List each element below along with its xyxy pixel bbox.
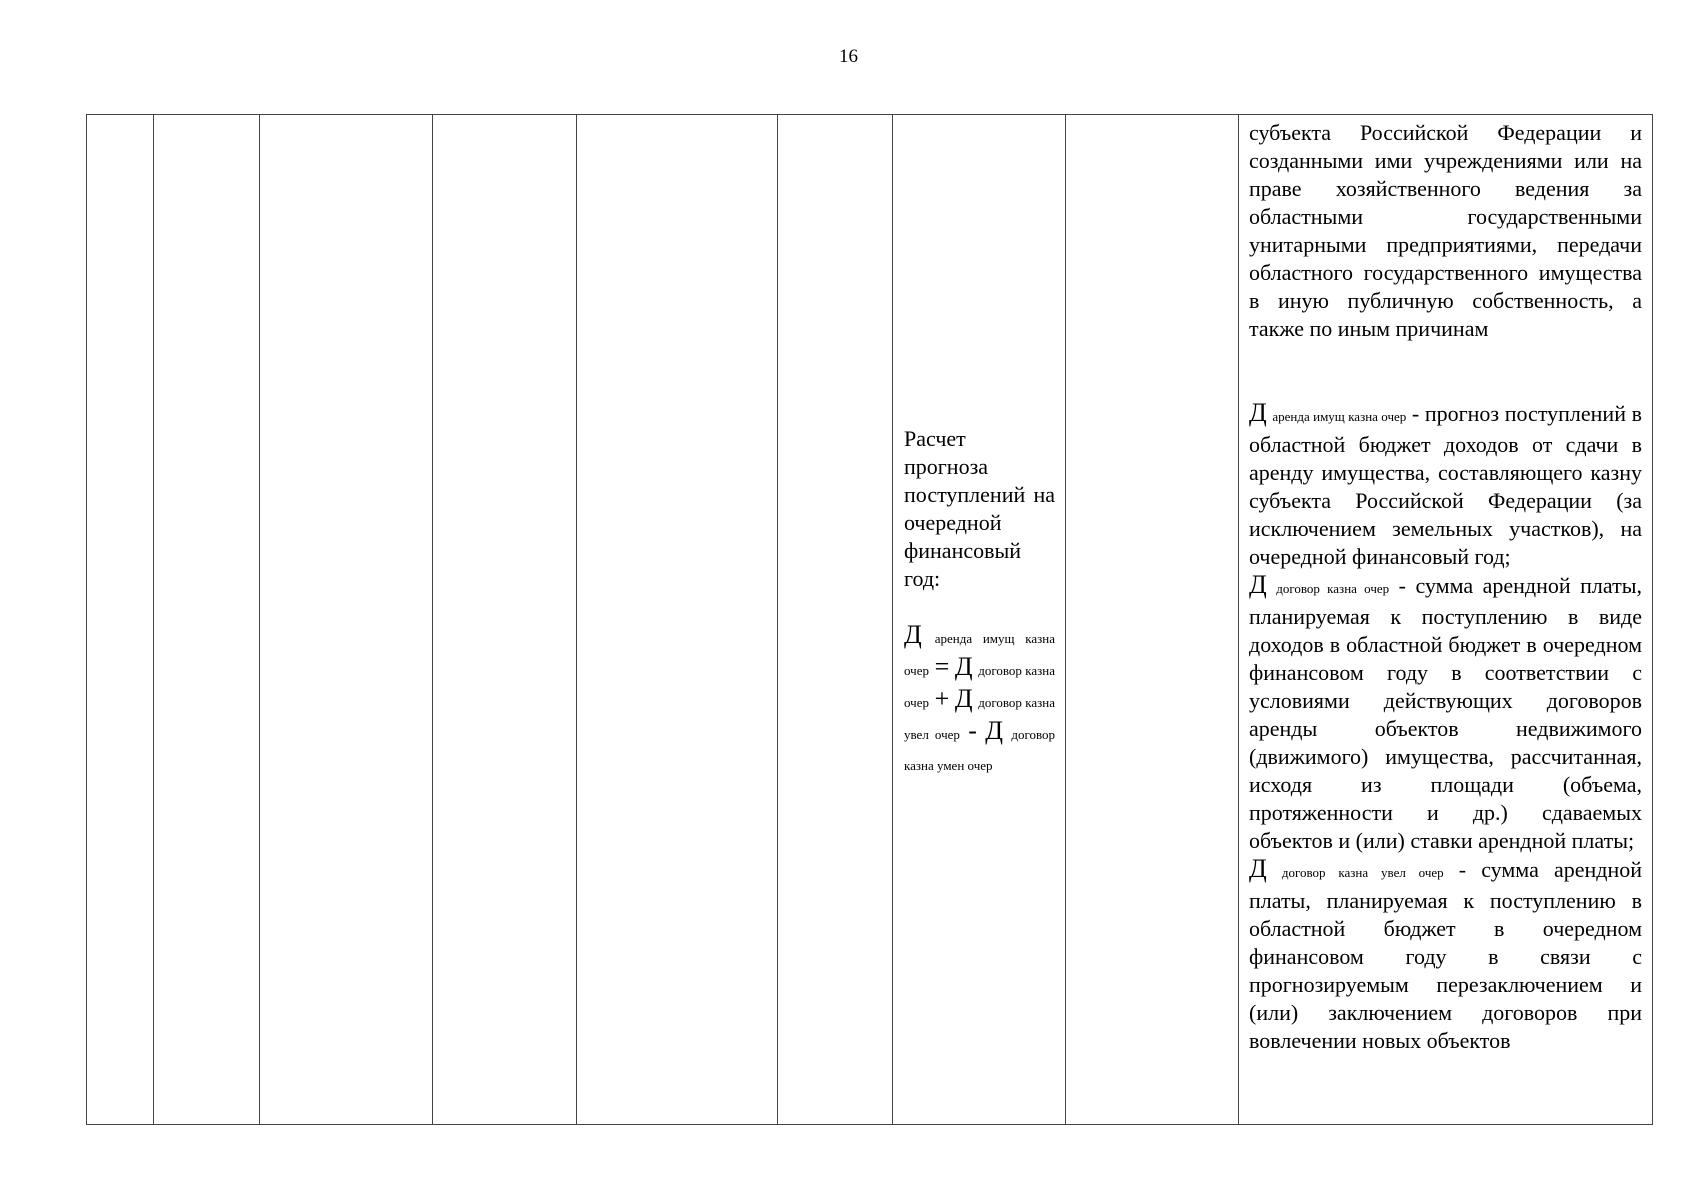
page-number: 16 bbox=[839, 46, 858, 67]
table-cell-col3 bbox=[260, 115, 433, 1125]
calculation-cell bbox=[893, 115, 1066, 1125]
definition-symbol: Д bbox=[1249, 398, 1267, 427]
continued-text: субъекта Российской Федерации и созданными ими учреждениями или на праве хозяйственного ведения за областными государственными унитарными предприятиями, передачи областного государственного имущества в иную публичную собственность, а также по иным причинам bbox=[1249, 120, 1642, 341]
table-cell-col5 bbox=[577, 115, 778, 1125]
formula-symbol: Д bbox=[985, 716, 1003, 745]
formula-symbol: Д bbox=[954, 684, 973, 713]
formula-subscript: аренда имущ казна очер bbox=[904, 631, 1056, 678]
formula-symbol: Д bbox=[954, 652, 973, 681]
table-cell-col2 bbox=[154, 115, 260, 1125]
formula-subscript: договор казна умен очер bbox=[904, 727, 1056, 773]
formula-symbol: Д bbox=[904, 620, 922, 649]
table-cell-col1 bbox=[87, 115, 154, 1125]
definition-subscript: договор казна увел очер bbox=[1281, 865, 1444, 880]
calculation-heading: Расчет прогноза поступлений на очередной финансовый год: bbox=[904, 426, 1055, 591]
formula-plus: + bbox=[934, 684, 950, 713]
description-cell bbox=[1239, 115, 1653, 1125]
table-row bbox=[87, 115, 1653, 1125]
definition-text: - прогноз поступлений в областной бюджет доходов от сдачи в аренду имущества, составляющего казну субъекта Российской Федерации (за исключением земельных участков), на очередной финансовый год; bbox=[1249, 401, 1642, 569]
definition-text: - сумма арендной платы, планируемая к поступлению в виде доходов в областной бюджет в очередном финансовом году в соответствии с условиями действующих договоров аренды объектов недвижимого (движимого) имущества, рассчитанная, исходя из площади (объема, протяженности и др.) сдаваемых объектов и (или) ставки арендной платы; bbox=[1249, 573, 1642, 853]
definition-subscript: аренда имущ казна очер bbox=[1272, 409, 1407, 424]
document-table bbox=[86, 114, 1653, 1125]
calculation-formula bbox=[904, 621, 1055, 780]
formula-minus: - bbox=[968, 716, 977, 745]
definition-increase bbox=[1249, 855, 1642, 1055]
definition-aggregate bbox=[1249, 399, 1642, 571]
table-cell-col8 bbox=[1066, 115, 1239, 1125]
definition-text: - сумма арендной платы, планируемая к поступлению в областной бюджет в очередном финансовом году в связи с прогнозируемым перезаключением и (или) заключением договоров при вовлечении новых объектов bbox=[1249, 857, 1642, 1053]
formula-subscript: договор казна очер bbox=[904, 663, 1056, 710]
definition-symbol: Д bbox=[1249, 854, 1267, 883]
definition-existing-contracts bbox=[1249, 571, 1642, 855]
definition-subscript: договор казна очер bbox=[1276, 581, 1390, 596]
table-cell-col6 bbox=[778, 115, 893, 1125]
definition-symbol: Д bbox=[1249, 570, 1267, 599]
table-cell-col4 bbox=[433, 115, 577, 1125]
formula-equals: = bbox=[934, 652, 950, 681]
formula-subscript: договор казна увел очер bbox=[904, 695, 1056, 742]
